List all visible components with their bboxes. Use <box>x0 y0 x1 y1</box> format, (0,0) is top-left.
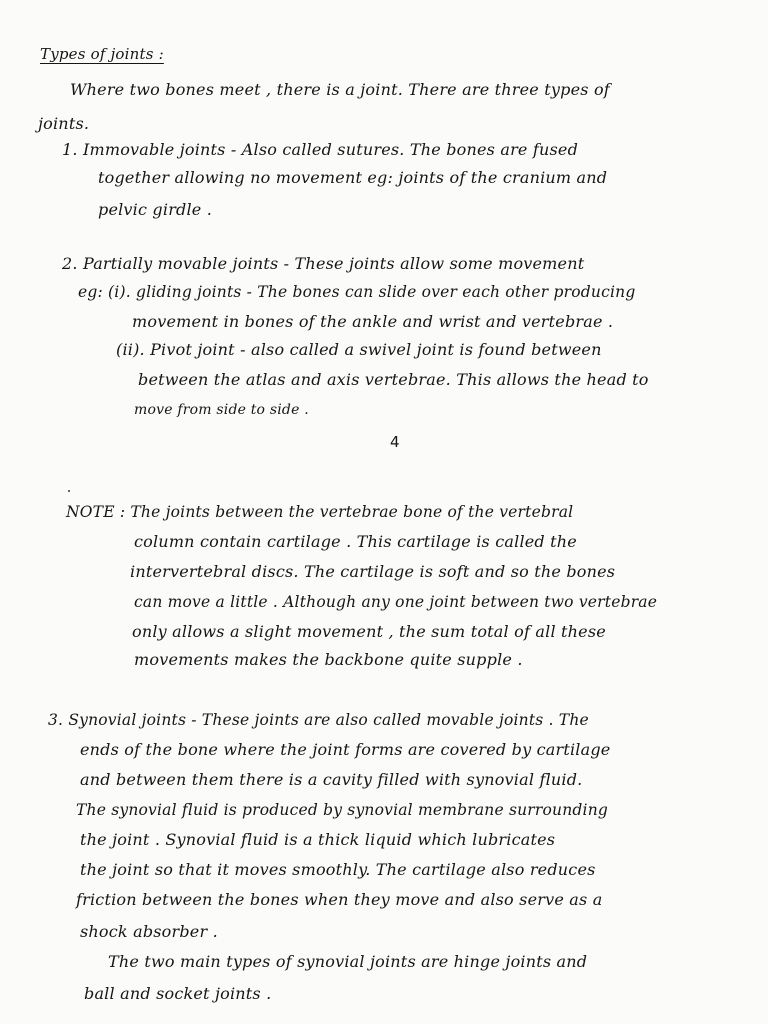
note-line-1: NOTE : The joints between the vertebrae bone of the vertebral <box>66 503 574 521</box>
synovial-joints-line-10: ball and socket joints . <box>84 984 272 1003</box>
intro-line-1: Where two bones meet , there is a joint. There are three types of <box>70 80 610 99</box>
note-line-2: column contain cartilage . This cartilage is called the <box>134 532 577 551</box>
stray-mark <box>68 490 70 492</box>
synovial-joints-line-9: The two main types of synovial joints are hinge joints and <box>108 952 588 971</box>
partially-movable-line-4: (ii). Pivot joint - also called a swivel joint is found between <box>116 340 602 359</box>
note-line-6: movements makes the backbone quite supple . <box>134 650 523 669</box>
immovable-joints-line-3: pelvic girdle . <box>98 200 213 219</box>
synovial-joints-line-4: The synovial fluid is produced by synovial membrane surrounding <box>76 801 609 819</box>
intro-line-2: joints. <box>38 114 90 133</box>
immovable-joints-line-1: 1. Immovable joints - Also called sutures. The bones are fused <box>62 140 579 159</box>
partially-movable-line-5: between the atlas and axis vertebrae. This allows the head to <box>138 370 649 389</box>
page-title: Types of joints : <box>40 45 164 63</box>
synovial-joints-line-2: ends of the bone where the joint forms are covered by cartilage <box>80 740 611 759</box>
synovial-joints-line-8: shock absorber . <box>80 922 218 941</box>
page-number: 4 <box>390 433 400 451</box>
synovial-joints-line-6: the joint so that it moves smoothly. The cartilage also reduces <box>80 860 596 879</box>
partially-movable-line-6: move from side to side . <box>134 402 309 418</box>
note-line-3: intervertebral discs. The cartilage is soft and so the bones <box>130 562 616 581</box>
synovial-joints-line-5: the joint . Synovial fluid is a thick liquid which lubricates <box>80 830 556 849</box>
partially-movable-line-3: movement in bones of the ankle and wrist and vertebrae . <box>132 312 614 331</box>
note-line-4: can move a little . Although any one joint between two vertebrae <box>134 593 658 611</box>
synovial-joints-line-1: 3. Synovial joints - These joints are also called movable joints . The <box>48 711 589 729</box>
synovial-joints-line-7: friction between the bones when they move and also serve as a <box>76 890 603 909</box>
note-line-5: only allows a slight movement , the sum total of all these <box>132 622 606 641</box>
partially-movable-line-1: 2. Partially movable joints - These joints allow some movement <box>62 254 585 273</box>
synovial-joints-line-3: and between them there is a cavity filled with synovial fluid. <box>80 770 583 789</box>
immovable-joints-line-2: together allowing no movement eg: joints of the cranium and <box>98 168 608 187</box>
partially-movable-line-2: eg: (i). gliding joints - The bones can slide over each other producing <box>78 283 636 301</box>
